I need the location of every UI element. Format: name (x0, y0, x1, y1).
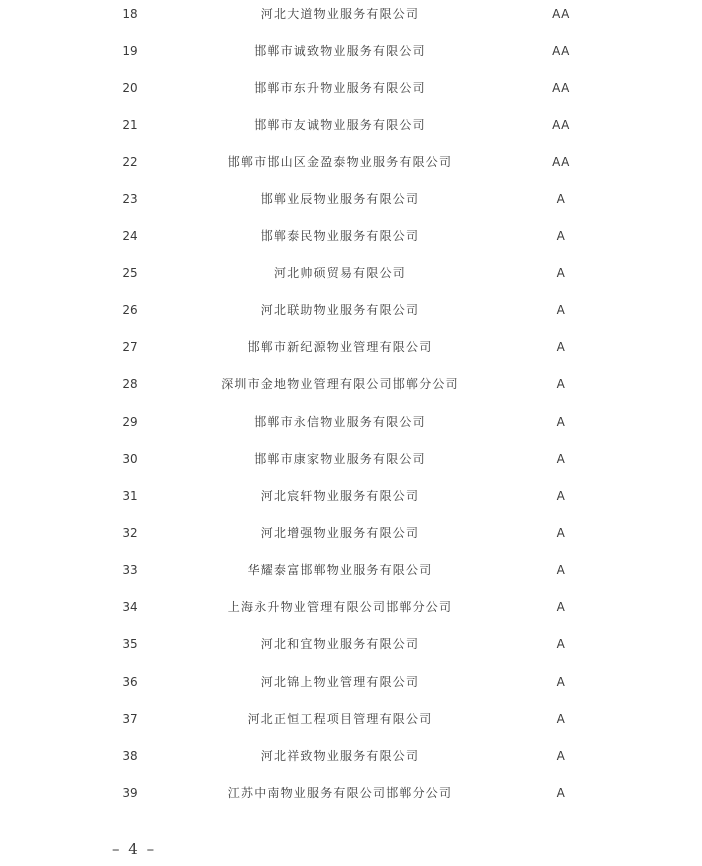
table-row (0, 447, 702, 471)
company-name: 邯郸业辰物业服务有限公司 (260, 192, 420, 206)
table-row (0, 150, 702, 174)
table-row (0, 707, 702, 731)
credit-grade: A (556, 303, 566, 317)
table-row (0, 335, 702, 359)
table-row (0, 372, 702, 396)
row-number: 27 (122, 340, 138, 354)
credit-grade: A (556, 229, 566, 243)
credit-grade: A (556, 489, 566, 503)
credit-grade: AA (552, 118, 570, 132)
credit-grade: A (556, 749, 566, 763)
company-name: 河北大道物业服务有限公司 (260, 7, 420, 21)
company-name: 邯郸市康家物业服务有限公司 (254, 452, 426, 466)
table-row (0, 558, 702, 582)
page-number: – 4 – (112, 840, 157, 858)
company-name: 邯郸市邯山区金盈泰物业服务有限公司 (227, 155, 453, 169)
table-row (0, 410, 702, 434)
company-name: 河北联助物业服务有限公司 (260, 303, 420, 317)
credit-grade: AA (552, 44, 570, 58)
table-row (0, 521, 702, 545)
credit-grade: A (556, 526, 566, 540)
table-row (0, 670, 702, 694)
company-name: 邯郸市东升物业服务有限公司 (254, 81, 426, 95)
table-row (0, 632, 702, 656)
credit-grade: AA (552, 7, 570, 21)
row-number: 23 (122, 192, 138, 206)
credit-grade: A (556, 377, 566, 391)
company-name: 河北和宜物业服务有限公司 (260, 637, 420, 651)
table-row (0, 261, 702, 285)
company-name: 邯郸市永信物业服务有限公司 (254, 415, 426, 429)
credit-grade: A (556, 675, 566, 689)
company-name: 上海永升物业管理有限公司邯郸分公司 (227, 600, 453, 614)
company-name: 河北宸轩物业服务有限公司 (260, 489, 420, 503)
table-row (0, 187, 702, 211)
credit-grade: AA (552, 81, 570, 95)
company-name: 邯郸泰民物业服务有限公司 (260, 229, 420, 243)
company-name: 邯郸市诚致物业服务有限公司 (254, 44, 426, 58)
row-number: 18 (122, 7, 138, 21)
company-name: 邯郸市新纪源物业管理有限公司 (247, 340, 433, 354)
row-number: 25 (122, 266, 138, 280)
table-row (0, 224, 702, 248)
company-name: 河北帅硕贸易有限公司 (273, 266, 406, 280)
row-number: 20 (122, 81, 138, 95)
row-number: 39 (122, 786, 138, 800)
row-number: 36 (122, 675, 138, 689)
credit-grade: A (556, 192, 566, 206)
credit-grade: A (556, 563, 566, 577)
credit-grade: A (556, 637, 566, 651)
company-name: 河北锦上物业管理有限公司 (260, 675, 420, 689)
company-name: 华耀泰富邯郸物业服务有限公司 (247, 563, 433, 577)
table-row (0, 39, 702, 63)
credit-grade: A (556, 786, 566, 800)
company-name: 河北增强物业服务有限公司 (260, 526, 420, 540)
row-number: 34 (122, 600, 138, 614)
row-number: 32 (122, 526, 138, 540)
credit-grade: AA (552, 155, 570, 169)
table-row (0, 781, 702, 805)
company-name: 江苏中南物业服务有限公司邯郸分公司 (227, 786, 453, 800)
row-number: 30 (122, 452, 138, 466)
credit-grade: A (556, 712, 566, 726)
table-row (0, 484, 702, 508)
row-number: 19 (122, 44, 138, 58)
company-name: 深圳市金地物业管理有限公司邯郸分公司 (221, 377, 459, 391)
credit-grade: A (556, 452, 566, 466)
row-number: 21 (122, 118, 138, 132)
company-name: 河北正恒工程项目管理有限公司 (247, 712, 433, 726)
table-row (0, 595, 702, 619)
table-row (0, 76, 702, 100)
row-number: 35 (122, 637, 138, 651)
company-name: 邯郸市友诚物业服务有限公司 (254, 118, 426, 132)
table-row (0, 2, 702, 26)
row-number: 22 (122, 155, 138, 169)
table-row (0, 113, 702, 137)
row-number: 37 (122, 712, 138, 726)
credit-grade: A (556, 600, 566, 614)
row-number: 26 (122, 303, 138, 317)
table-row (0, 744, 702, 768)
row-number: 29 (122, 415, 138, 429)
row-number: 31 (122, 489, 138, 503)
credit-grade: A (556, 266, 566, 280)
company-name: 河北祥致物业服务有限公司 (260, 749, 420, 763)
row-number: 28 (122, 377, 138, 391)
credit-grade: A (556, 415, 566, 429)
row-number: 24 (122, 229, 138, 243)
credit-grade: A (556, 340, 566, 354)
row-number: 33 (122, 563, 138, 577)
row-number: 38 (122, 749, 138, 763)
table-row (0, 298, 702, 322)
